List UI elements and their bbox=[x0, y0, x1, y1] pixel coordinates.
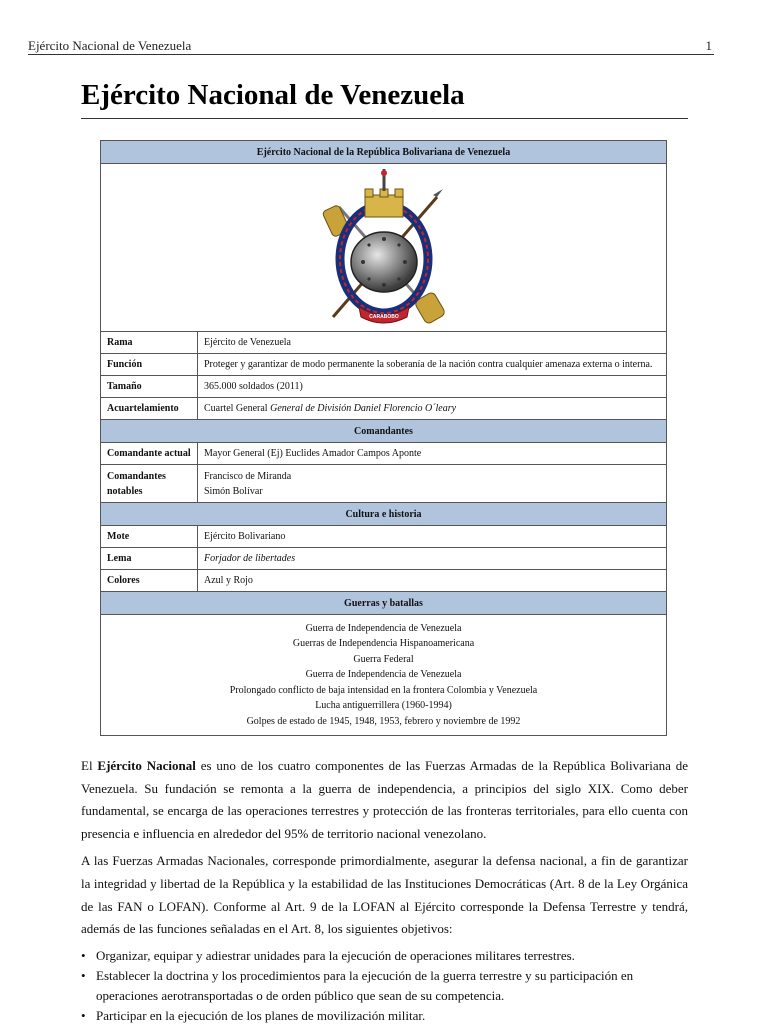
row-value: Ejército de Venezuela bbox=[198, 332, 667, 354]
motto-text: Forjador de libertades bbox=[204, 553, 296, 564]
infobox-row bbox=[101, 548, 667, 570]
commander-name: Francisco de Miranda bbox=[204, 470, 292, 482]
row-value bbox=[198, 398, 667, 420]
title-divider bbox=[81, 118, 688, 119]
battle-item: Prolongado conflicto de baja intensidad en la frontera Colombia y Venezuela bbox=[229, 684, 538, 696]
header-divider bbox=[28, 54, 714, 55]
infobox-row bbox=[101, 465, 667, 503]
infobox-row bbox=[101, 398, 667, 420]
objective-item: • Establecer la doctrina y los procedimientos para la ejecución de la guerra terrestre y su participación en operaciones aerotransportadas o de orden público que sean de su competencia. bbox=[96, 966, 688, 1006]
row-value bbox=[198, 548, 667, 570]
row-value: Ejército Bolivariano bbox=[198, 526, 667, 548]
infobox-row bbox=[101, 376, 667, 398]
battle-item: Golpes de estado de 1945, 1948, 1953, febrero y noviembre de 1992 bbox=[246, 715, 521, 727]
row-label: Comandante actual bbox=[101, 443, 198, 465]
infobox-caption: Ejército Nacional de la República Bolivariana de Venezuela bbox=[101, 141, 667, 164]
row-label: Acuartelamiento bbox=[101, 398, 198, 420]
intro-lead: El bbox=[81, 758, 98, 773]
row-label: Comandantes notables bbox=[101, 465, 198, 503]
infobox bbox=[100, 140, 667, 736]
row-label: Lema bbox=[101, 548, 198, 570]
row-label: Mote bbox=[101, 526, 198, 548]
value-italic: General de División Daniel Florencio O´leary bbox=[270, 403, 457, 414]
objective-item: • Organizar, equipar y adiestrar unidades para la ejecución de operaciones militares terrestres. bbox=[96, 946, 688, 966]
infobox-row bbox=[101, 570, 667, 592]
running-header bbox=[28, 38, 714, 54]
emblem-banner-text: CARABOBO bbox=[368, 313, 399, 320]
objectives-list bbox=[81, 946, 688, 1026]
infobox-row bbox=[101, 354, 667, 376]
row-value: 365.000 soldados (2011) bbox=[198, 376, 667, 398]
page-title: Ejército Nacional de Venezuela bbox=[81, 79, 465, 111]
row-value: Proteger y garantizar de modo permanente la soberanía de la nación contra cualquier amenaza externa o interna. bbox=[198, 354, 667, 376]
page-number: 1 bbox=[705, 38, 712, 53]
infobox-row bbox=[101, 332, 667, 354]
running-title: Ejército Nacional de Venezuela bbox=[28, 38, 192, 53]
battle-item: Guerra de Independencia de Venezuela bbox=[305, 669, 462, 681]
battles-list bbox=[101, 615, 667, 736]
infobox-row bbox=[101, 526, 667, 548]
infobox-row bbox=[101, 443, 667, 465]
row-value: Mayor General (Ej) Euclides Amador Campos Aponte bbox=[198, 443, 667, 465]
article-body bbox=[81, 755, 688, 1026]
intro-bold-term: Ejército Nacional bbox=[97, 758, 196, 773]
battle-item: Guerra de Independencia de Venezuela bbox=[305, 622, 462, 634]
row-label: Función bbox=[101, 354, 198, 376]
intro-rest: es uno de los cuatro componentes de las Fuerzas Armadas de la República Bolivariana de Venezuela. Su fundación se remonta a la guerra de independencia, a principios del siglo XIX. Como deber fundamental, se encarga de las operaciones terrestres y protección de las fronteras territoriales, para ello cuenta con presencia e influencia en alrededor del 95% de territorio nacional venezolano. bbox=[81, 758, 688, 841]
commander-name: Simón Bolívar bbox=[204, 485, 263, 497]
row-label: Rama bbox=[101, 332, 198, 354]
row-value: Azul y Rojo bbox=[198, 570, 667, 592]
emblem-cell bbox=[101, 164, 667, 332]
intro-paragraph bbox=[81, 755, 688, 845]
objective-item: • Participar en la ejecución de los planes de movilización militar. bbox=[96, 1006, 688, 1026]
section-header-battles: Guerras y batallas bbox=[101, 592, 667, 615]
section-header-commanders: Comandantes bbox=[101, 420, 667, 443]
battle-item: Guerras de Independencia Hispanoamericana bbox=[292, 638, 475, 650]
row-value bbox=[198, 465, 667, 503]
section-header-culture: Cultura e historia bbox=[101, 503, 667, 526]
second-paragraph: A las Fuerzas Armadas Nacionales, corresponde primordialmente, asegurar la defensa nacional, a fin de garantizar la integridad y libertad de la República y la estabilidad de las Instituciones Democráticas (Art. 8 de la Ley Orgánica de las FAN o LOFAN). Conforme al Art. 9 de la LOFAN al Ejército corresponde la Defensa Terrestre y tendrá, además de las funciones señaladas en el Art. 8, los siguientes objetivos: bbox=[81, 853, 688, 937]
value-prefix: Cuartel General bbox=[204, 403, 271, 414]
row-label: Colores bbox=[101, 570, 198, 592]
battle-item: Guerra Federal bbox=[353, 653, 414, 665]
battle-item: Lucha antiguerrillera (1960-1994) bbox=[315, 700, 452, 712]
row-label: Tamaño bbox=[101, 376, 198, 398]
army-emblem bbox=[319, 167, 449, 329]
